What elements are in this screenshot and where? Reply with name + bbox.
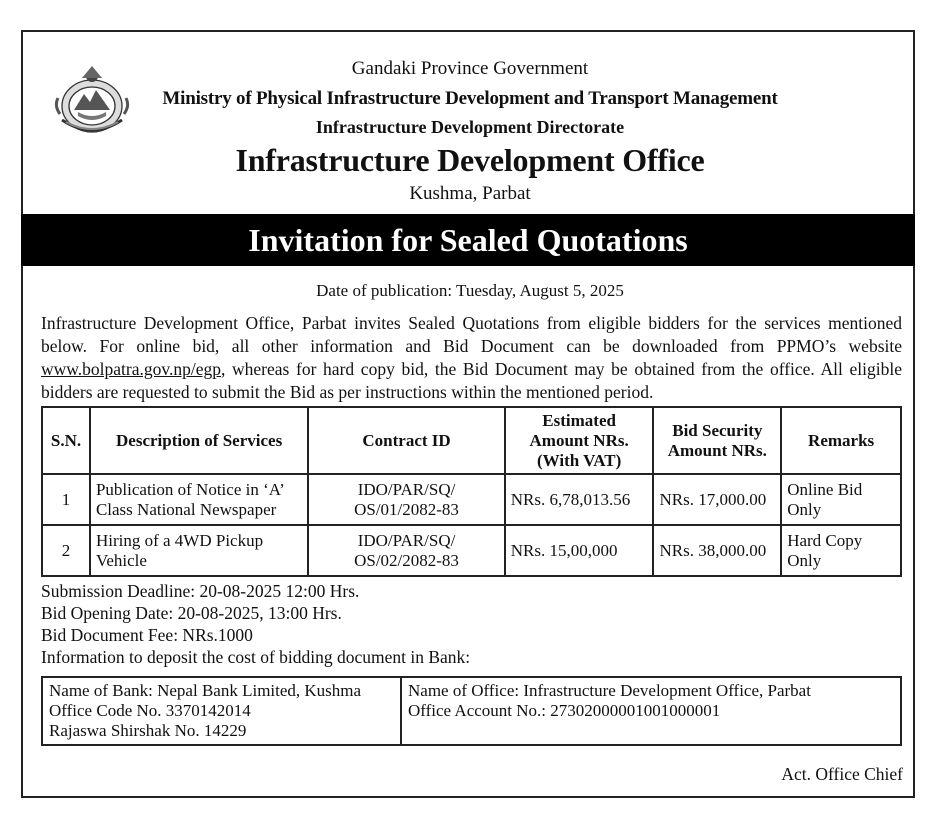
bank-details-row	[42, 677, 901, 745]
row-remarks: Online Bid Only	[781, 474, 901, 525]
row-remarks: Hard Copy Only	[781, 525, 901, 576]
submission-deadline: Submission Deadline: 20-08-2025 12:00 Hrs.	[41, 581, 360, 601]
row-estimated-amount: NRs. 6,78,013.56	[505, 474, 654, 525]
office-name: Infrastructure Development Office	[235, 142, 705, 178]
row-contract-id: IDO/PAR/SQ/ OS/01/2082-83	[308, 474, 505, 525]
row-contract-id: IDO/PAR/SQ/ OS/02/2082-83	[308, 525, 505, 576]
bid-opening-date: Bid Opening Date: 20-08-2025, 13:00 Hrs.	[41, 603, 342, 623]
office-code: Office Code No. 3370142014	[49, 701, 251, 720]
row-bid-security: NRs. 38,000.00	[653, 525, 781, 576]
table-header-row	[42, 407, 901, 474]
intro-paragraph	[41, 312, 902, 404]
bank-name: Name of Bank: Nepal Bank Limited, Kushma	[49, 681, 362, 700]
ministry-name: Ministry of Physical Infrastructure Development and Transport Management	[162, 88, 778, 109]
row-estimated-amount: NRs. 15,00,000	[505, 525, 654, 576]
header-contract-id: Contract ID	[308, 407, 505, 474]
directorate-name: Infrastructure Development Directorate	[315, 117, 625, 137]
rajaswa-shirshak: Rajaswa Shirshak No. 14229	[49, 721, 247, 740]
schedule-info	[41, 580, 470, 668]
table-row	[42, 474, 901, 525]
row-description: Publication of Notice in ‘A’ Class National Newspaper	[90, 474, 308, 525]
publication-date: Date of publication: Tuesday, August 5, 2025	[316, 281, 624, 300]
deposit-info: Information to deposit the cost of bidding document in Bank:	[41, 647, 471, 667]
table-row	[42, 525, 901, 576]
office-account-cell	[401, 677, 901, 745]
row-description: Hiring of a 4WD Pickup Vehicle	[90, 525, 308, 576]
office-location: Kushma, Parbat	[409, 183, 531, 204]
office-account-number: Office Account No.: 27302000001001000001	[408, 701, 721, 720]
notice-title: Invitation for Sealed Quotations	[21, 214, 915, 266]
services-table	[41, 406, 902, 577]
intro-text-1: Infrastructure Development Office, Parbat invites Sealed Quotations from eligible bidders for the services mentioned below. For online bid, all other information and Bid Document can be downloaded from PPMO’s website	[41, 313, 902, 356]
header-bid-security: Bid Security Amount NRs.	[653, 407, 781, 474]
header-description: Description of Services	[90, 407, 308, 474]
bank-info-cell	[42, 677, 401, 745]
bank-details-table	[41, 676, 902, 746]
bid-document-fee: Bid Document Fee: NRs.1000	[41, 625, 253, 645]
header-estimated-amount: Estimated Amount NRs. (With VAT)	[505, 407, 654, 474]
ppmo-website-link[interactable]: www.bolpatra.gov.np/egp	[41, 359, 221, 379]
row-sn: 2	[42, 525, 90, 576]
row-bid-security: NRs. 17,000.00	[653, 474, 781, 525]
header-remarks: Remarks	[781, 407, 901, 474]
office-account-name: Name of Office: Infrastructure Development Office, Parbat	[408, 681, 811, 700]
row-sn: 1	[42, 474, 90, 525]
signatory: Act. Office Chief	[781, 764, 903, 784]
government-name: Gandaki Province Government	[351, 58, 589, 79]
intro-text-2: , whereas for hard copy bid, the Bid Document may be obtained from the office. All eligible bidders are requested to submit the Bid as per instructions within the mentioned period.	[41, 359, 902, 402]
header-sn: S.N.	[42, 407, 90, 474]
